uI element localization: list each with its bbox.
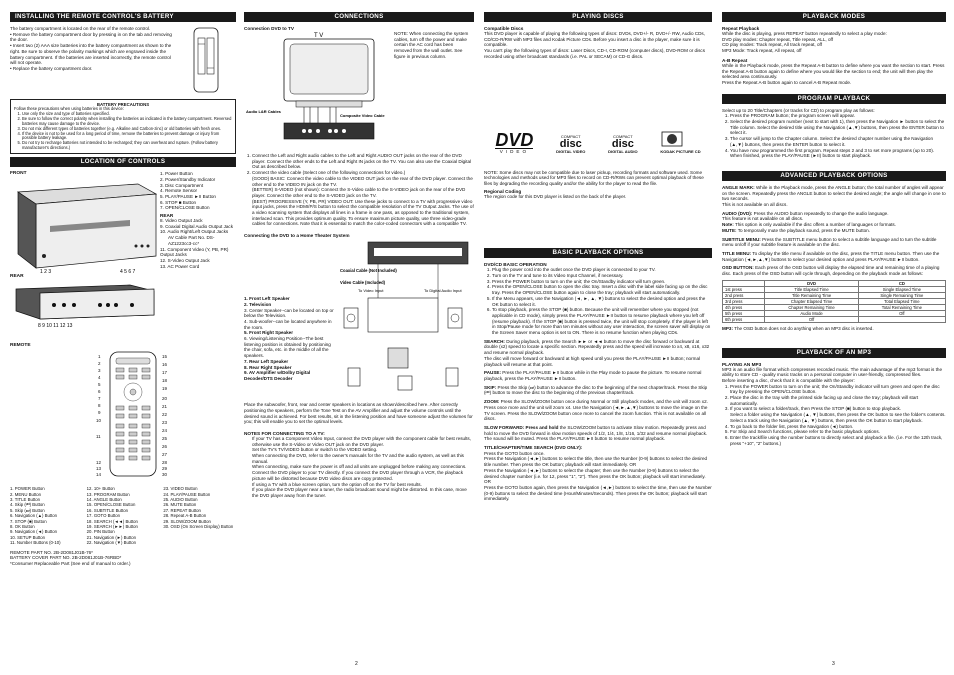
table-cell: 4th press — [723, 304, 765, 310]
battery-precautions — [10, 99, 236, 154]
disc-text: disc — [611, 137, 634, 150]
install-line: • Remove the battery compartment door by pressing in on the tab and removing the door. — [10, 31, 172, 43]
svg-text:1: 1 — [98, 354, 101, 360]
basic-para — [484, 370, 712, 381]
mp3-osd-note — [722, 326, 946, 332]
notes-title: NOTES FOR CONNECTING TO A TV: — [244, 430, 325, 436]
para-text: While in the Playback mode, press the ANGLE button; the total number of angles will appear on the screen. Repeatedly press the ANGLE button to select the desired angle; the angle will change in one to two seconds. — [722, 184, 946, 202]
dvd-rear-figure — [10, 279, 160, 329]
install-header: INSTALLING THE REMOTE CONTROL'S BATTERY — [10, 12, 236, 22]
rear-title: REAR — [160, 213, 174, 219]
connection-step: 2. Connect the video cable (Select one of the following connections for video.) — [252, 170, 474, 176]
program-step: 4. You have now programmed the first program. Repeat steps 2 and 3 to set more programs (up to 20). When finished, press the PLAY/PAUSE (►II) button to start playback. — [730, 148, 946, 159]
video-option-better: (BETTER) S-VIDEO (not shown): Connect the S-Video cable to the S-VIDEO jack on the rear of the DVD player. Connect the other end to the S-VIDEO jack on the TV. — [252, 187, 466, 198]
regional-text: The region code for this DVD player is listed on the back of the player. — [484, 193, 627, 199]
remote-item: 20. PIN Button — [86, 529, 115, 535]
adv-para — [722, 185, 946, 202]
para-text: Press the Skip (⏭) button to advance the disc to the beginning of the next chapter/track. Press the Skip (⏮) button to move the disc to the beginning of the previous chapter/track. — [484, 384, 708, 396]
para-text: Press the Navigation (◄,►) buttons to select the title, then use the Number (0-9) buttons to select the desired title number. Then press the OK button; playback will start immediately. OR — [484, 456, 708, 468]
para-text: The disc will move forward or backward at high speed until you press the PLAY/PAUSE ►II button; normal playback will resume at that point. — [484, 355, 701, 367]
table-cell: 2nd press — [723, 292, 765, 298]
column-3 — [484, 12, 712, 653]
svg-text:19: 19 — [162, 386, 168, 392]
para-text: To display the title menu if available on the disc, press the TITLE menu button. Then use the Navigation (◄,►,▲,▼) buttons to select your desired option and press PLAY/PAUSE ►II button. — [722, 250, 940, 262]
svg-text:10: 10 — [96, 418, 102, 424]
ab-title: A-B Repeat — [722, 57, 748, 63]
video-cable-label: Video Cable (Included) — [340, 280, 386, 286]
home-theater-title: Connecting the DVD to a Home Theater System — [244, 233, 350, 239]
front-rear-block — [10, 171, 236, 329]
front-item: 6. STOP ■ Button — [160, 199, 197, 205]
kodak-icon — [660, 131, 684, 149]
to-digital-label: To Digital Audio Input — [424, 288, 462, 294]
remote-item: 11. Number Buttons (0-10) — [10, 540, 61, 546]
disc-text: disc — [559, 137, 582, 150]
remote-item: 30. OSD (On Screen Display) Button — [163, 524, 234, 529]
video-logo-text: VIDEO — [495, 148, 533, 154]
remote-item: 22. Navigation (▼) Button — [86, 540, 137, 546]
repeat-line: MP3 Mode: Track repeat, All repeat, off — [722, 48, 802, 54]
ht-item: 4. Sub-woofer--can be located anywhere in the room. — [244, 318, 332, 330]
precaution-item: 1. Use only the size and type of batteries specified. — [22, 112, 232, 117]
program-header: PROGRAM PLAYBACK — [722, 94, 946, 104]
mp3-step: 1. Press the POWER button to turn on the unit; the On/Standby indicator will turn green and open the disc tray by pressing the OPEN/CLOSE button. — [730, 384, 946, 395]
column-2 — [244, 12, 474, 653]
rear-item: 11. Component Video (Y, PB, PR) Output Jacks — [160, 246, 229, 258]
svg-text:7: 7 — [98, 396, 101, 402]
remote-item: 10. SETUP Button — [10, 534, 46, 540]
playing-header: PLAYING DISCS — [484, 12, 712, 22]
ht-item: 6. Viewing/Listening Position--The best listening position is obtained by positioning the chair, sofa, etc. in the middle of all the speakers. — [244, 336, 331, 359]
table-cell: Chapter Elapsed Time — [765, 298, 858, 304]
svg-text:17: 17 — [162, 370, 168, 376]
front-item: 7. OPEN/CLOSE Button — [160, 205, 210, 211]
note-item: • When connecting, make sure the power is off and all units are unplugged before making any connections. — [252, 464, 474, 470]
tv-connection-figure — [244, 31, 394, 153]
disc-logos — [484, 94, 712, 154]
remote-figure — [10, 348, 236, 480]
para-text: Press the GOTO button once. — [484, 450, 545, 456]
para-text: Press the PLAY/PAUSE ►II button while in the Play mode to pause the picture. To resume normal playback, press the PLAY/PAUSE ►II button. — [484, 370, 702, 381]
osd-header-cell: CD — [858, 280, 945, 286]
front-callout-numbers-2: 4 5 6 7 — [120, 269, 136, 275]
mp3-step: 6. Enter the track/file using the number buttons to directly select and playback a file. (i.e. For the 12th track, press "+10", "2" buttons.) — [730, 435, 946, 446]
part-no: BATTERY COVER PART NO. 2B-2D081J01B-76RBD* — [10, 555, 122, 561]
coax-label: Coaxial Cable (Not Included) — [340, 268, 397, 274]
para-text: Each press of the OSD button will display the elapsed time and remaining time of a playing disc. Each press of the OSD button will cycle through, depending on the playback mode as follows: — [722, 265, 940, 277]
dvd-front-figure — [10, 176, 160, 274]
svg-text:6: 6 — [98, 389, 101, 395]
ht-item: 1. Front Left Speaker — [244, 296, 290, 302]
note-item: • Connect the DVD player to your TV directly. If you connect the DVD player through a VCR, the playback picture will be distorted because DVD video discs are copy protected. — [252, 470, 474, 481]
page-number-left: 2 — [355, 661, 358, 667]
precaution-item: 4. If the device is not to be used for a long period of time, remove the batteries to prevent damage or injury from possible battery leakage. — [22, 132, 232, 142]
remote-item: 5. Skip (⏭) Button — [10, 507, 45, 513]
table-cell: Chapter Remaining Time — [765, 304, 858, 310]
tv-steps-block — [244, 153, 474, 227]
basic-para — [484, 425, 712, 442]
table-cell: Title Elapsed Time — [765, 286, 858, 292]
compat-text-2: You can't play the following types of discs: Laser Discs, CD-I, CD-ROM (computer discs), DVD-ROM or discs recorded using other broadcast standards (i.e. PAL or SECAM) or CD-G discs. — [484, 48, 706, 59]
remote-item: 7. STOP (■) Button — [10, 518, 47, 524]
composite-cable-label: Composite Video Cable — [340, 113, 385, 118]
compat-title: Compatible Discs — [484, 26, 524, 31]
para-text: Press the Navigation (◄,►) buttons to select the chapter; then use the Number (0-9) buttons to select the desired chapter number (i.e. for 12, press "1", "2"). Then press the OK button; playback will start immediately. OR — [484, 467, 706, 485]
note-item: • If your TV has a Component Video Input, connect the DVD player with the component cable for best results, otherwise use the S-Video or Video OUT jack on the DVD player. — [252, 436, 474, 447]
table-cell: 5th press — [723, 310, 765, 316]
svg-text:3: 3 — [98, 368, 101, 374]
table-cell: Off — [765, 316, 858, 322]
table-cell: 3rd press — [723, 298, 765, 304]
basic-step: 1. Plug the power cord into the outlet once the DVD player is connected to your TV. — [492, 267, 712, 273]
connection-step: 1. Connect the Left and Right audio cables to the Left and Right AUDIO OUT jacks on the rear of the DVD player. Connect the other ends to the Left and Right IN jacks on the TV. You can also use the Coaxial Digital Out as described below. — [252, 153, 474, 170]
front-item: 4. Remote Sensor — [160, 188, 198, 194]
program-step: 3. The cursor will jump to the Chapter column. Select the desired chapter number using the Navigation (▲,▼) buttons, then press the ENTER button to select it. — [730, 136, 946, 147]
cd-audio-logo — [608, 134, 637, 154]
mp3-step: Select a track using the Navigation (▲, ▼) buttons, then press the OK button to start playback. — [730, 417, 923, 423]
install-block — [10, 26, 236, 96]
repeat-line: While the disc is playing, press REPEAT button repeatedly to select a play mode: — [722, 31, 887, 36]
para-key: ZOOM: — [484, 399, 500, 405]
table-cell: Off — [858, 310, 945, 316]
svg-text:8: 8 — [98, 403, 101, 409]
adv-para — [722, 265, 946, 276]
para-key: MUTE: — [722, 227, 737, 233]
para-text: Press the GOTO button again, then press the Navigation (◄,►) buttons to select the time, then use the Number (0-9) buttons to select the desired time (Hour/Minutes/Seconds). Then press the OK button; playback will start immediately. — [484, 484, 712, 502]
para-key: Note: — [722, 222, 734, 228]
table-cell: Title Remaining Time — [765, 292, 858, 298]
basic-para — [484, 399, 712, 422]
osd-table — [722, 280, 946, 323]
ab-text: While in the Playback mode, press the Repeat A-B button to define where you want the section to start. Press the Repeat A-B button again to define where you would like the section to end; the unit will then play the selected area continuously. — [722, 62, 945, 80]
note-item: • If you place the DVD player near a tuner, the radio broadcast sound might be distorted. In this case, move the DVD player away from the tuner. — [252, 487, 474, 498]
remote-legend — [10, 486, 236, 545]
remote-item: 1. POWER Button — [10, 486, 45, 492]
para-text: This option is only available if the disc offers a number of languages or formats. — [733, 222, 896, 228]
basic-para — [484, 385, 712, 396]
program-step: 1. Press the PROGRAM button; the program screen will appear. — [730, 113, 946, 119]
para-key: SEARCH: — [484, 338, 505, 344]
remote-item: 6. Navigation (▲) Button — [10, 513, 58, 519]
rear-item: 13. AC Power Cord — [160, 263, 200, 269]
mp3-title: PLAYING AN MP3 — [722, 361, 762, 367]
table-cell — [858, 316, 945, 322]
rear-label: REAR — [10, 274, 24, 280]
front-item: 1. Power Button — [160, 171, 193, 177]
para-text: Press the AUDIO button repeatedly to change the audio language. — [752, 210, 889, 216]
repeat-line: CD play modes: Track repeat, All track repeat, off — [722, 42, 823, 48]
remote-item: 4. Skip (⏮) Button — [10, 502, 45, 508]
mp3-step: 5. For Skip and Search functions, please refer to the basic playback options. — [730, 429, 946, 435]
basic-step: 6. To stop playback, press the STOP (■) button. Because the unit will remember where you stopped (not applicable in CD mode), simply press the PLAY/PAUSE ►II button to resume playback where you left off (resume playback). If the STOP (■) button is pressed twice, the unit will stop completely. If the player is left in Stop/Pause mode for more than ten minutes without any user interaction, the screen saver will display on the Screen Saver menu option is set to ON. There is no resume function when playing CDs. — [492, 307, 712, 336]
table-cell: Total Elapsed Time — [858, 298, 945, 304]
para-text: The OSD button does not do anything when an MP3 disc is inserted. — [732, 325, 874, 331]
note-item: • Set the TV's TV/VIDEO button or switch to the VIDEO setting. — [252, 447, 474, 453]
precaution-item: 3. Do not mix different types of batteries together (e.g. Alkaline and Carbon-zinc) or old batteries with fresh ones. — [22, 127, 232, 132]
program-intro: Select up to 20 Title/Chapters (or tracks for CD) to program play as follows: — [722, 107, 875, 113]
table-cell: Audio Mode — [765, 310, 858, 316]
para-key: TITLE MENU: — [722, 250, 752, 256]
svg-text:30: 30 — [162, 472, 168, 478]
adv-para — [722, 251, 946, 262]
para-text: This is not available on all discs. — [722, 202, 788, 208]
remote-item: 16. SUBTITLE Button — [86, 507, 128, 513]
remote-item: 8. OK Button — [10, 524, 35, 529]
precautions-title: BATTERY PRECAUTIONS — [96, 102, 150, 107]
ht-item: 3. Center Speaker--can be located on top or below the Television. — [244, 307, 334, 319]
precaution-item: 5. Do not try to recharge batteries not intended to be recharged; they can overheat and rupture. (Follow battery manufacturer's directions.) — [22, 141, 232, 151]
digital-video-text: DIGITAL VIDEO — [556, 148, 586, 154]
para-text: To temporarily mute the playback sound, press the MUTE button. — [736, 227, 871, 233]
rear-callout-numbers: 8 9 10 11 12 13 — [38, 323, 73, 330]
placement-text: Place the subwoofer, front, rear and center speakers in locations as shown/described here. After correctly positioning the speakers, perform the Tone Test on the AV Amplifier and adjust the volume controls until the desired sound is achieved. For best results, sit in the listening position and have someone adjust the volumes for you; this will enable you to set the optimal levels. — [244, 402, 473, 425]
remote-item: 23. VIDEO Button — [163, 486, 198, 492]
precautions-intro: Follow these precautions when using batteries in this device: — [14, 106, 124, 111]
table-row — [723, 316, 946, 322]
remote-item: 27. REPEAT Button — [163, 507, 201, 513]
svg-text:16: 16 — [162, 362, 168, 368]
rear-item: 12. S-Video Output Jack — [160, 258, 210, 263]
compat-text: This DVD player is capable of playing the following types of discs: DVDs, DVD+/- R, DVD+/- RW, Audio CDs, CD/CD-R/RW with MP3 files and Kodak Picture CDs. Before you insert a disc in the player, make sure it is compatible. — [484, 31, 706, 48]
table-cell: 1st press — [723, 286, 765, 292]
ht-item: 2. Television — [244, 301, 272, 307]
mp3-header: PLAYBACK OF AN MP3 — [722, 348, 946, 358]
cd-video-logo — [556, 134, 585, 154]
svg-text:27: 27 — [162, 452, 168, 458]
page-number-right: 3 — [832, 661, 835, 667]
svg-text:15: 15 — [162, 354, 168, 360]
kodak-logo — [660, 131, 700, 154]
dvd-video-logo — [495, 129, 534, 154]
svg-text:29: 29 — [162, 466, 168, 472]
column-1 — [10, 12, 236, 653]
para-key: SUBTITLE MENU: — [722, 236, 761, 242]
repeat-line: DVD play modes: Chapter repeat, Title repeat, ALL, off — [722, 36, 833, 42]
part-no: REMOTE PART NO. 2B-2D081J01B-76* — [10, 549, 93, 555]
rear-item: 9. Coaxial Digital Audio Output Jack — [160, 223, 234, 229]
remote-item: 17. GOTO Button — [86, 513, 121, 519]
svg-text:24: 24 — [162, 428, 168, 434]
remote-item: 24. PLAY/PAUSE Button — [163, 491, 211, 497]
rear-item: AV Cable Part No. DS-AZ1223cc3-cc* — [168, 235, 215, 246]
remote-item: 28. Repeat A-B Button — [163, 513, 207, 519]
table-cell: 6th press — [723, 316, 765, 322]
table-cell: Total Remaining Time — [858, 304, 945, 310]
para-key: MP3: — [722, 325, 733, 331]
regional-title: Regional Coding — [484, 188, 522, 194]
digital-audio-text: DIGITAL AUDIO — [608, 148, 638, 154]
table-cell: Single Elapsed Time — [858, 286, 945, 292]
basic-step: 3. Press the POWER button to turn on the unit; the On/Standby indicator will turn green. — [492, 279, 712, 285]
home-theater-block — [244, 238, 474, 398]
mp3-step: 3. If you want to select a folder/track, then Press the STOP (■) button to stop playback. — [730, 406, 946, 412]
svg-text:11: 11 — [96, 434, 101, 440]
front-item: 2. Power/Standby Indicator — [160, 176, 216, 182]
dvd-logo-text: DVD — [495, 129, 534, 150]
repeat-title: Repeat Playback — [722, 26, 760, 31]
install-line: • Insert two (2) AAA size batteries into the battery compartment as shown to the right. Be sure to observe the polarity markings which are engraved inside the battery compartment. If the batteries are inserted incorrectly, the remote control will not operate. — [10, 43, 172, 66]
note-item: • When connecting the DVD, refer to the owner's manuals for the TV and the audio system, as well as this manual. — [252, 453, 474, 464]
para-key: ANGLE MARK: — [722, 184, 755, 190]
ht-item: 5. Front Right Speaker — [244, 330, 294, 336]
ab-text-2: Press the Repeat A-B button again to cancel A-B Repeat mode. — [722, 79, 852, 85]
remote-item: 9. Navigation (◄) Button — [10, 529, 58, 535]
adv-para — [722, 237, 946, 248]
svg-text:5: 5 — [98, 382, 101, 388]
location-header: LOCATION OF CONTROLS — [10, 157, 236, 167]
remote-item: 18. SEARCH (◄◄) Button — [86, 518, 138, 524]
part-no: *Consumer Replaceable Part (See end of manual to order.) — [10, 561, 131, 567]
svg-text:23: 23 — [162, 420, 168, 426]
mp3-step: Select a folder using the Navigation (▲, ▼) buttons, then press the OK button to see the folder's contents. — [730, 412, 946, 418]
basic-op-title: DVD/CD BASIC OPERATION — [484, 262, 547, 268]
install-line: The battery compartment is located on the rear of the remote control. — [10, 26, 151, 31]
remote-item: 14. ANGLE Button — [86, 496, 122, 502]
table-cell: Single Remaining Time — [858, 292, 945, 298]
svg-text:21: 21 — [162, 404, 168, 410]
remote-label: REMOTE — [10, 343, 31, 349]
front-callout-numbers: 1 2 3 — [40, 269, 52, 275]
modes-header: PLAYBACK MODES — [722, 12, 946, 22]
remote-item: 19. SEARCH (►►) Button — [86, 524, 138, 529]
install-line: • Replace the battery compartment door. — [10, 65, 93, 71]
mp3-intro: MP3 is an audio file format which compresses recorded music. The main advantage of the mp3 format is the ability to store CD - quality music tracks on a personal computer in user-friendly, compressed files. — [722, 366, 943, 378]
para-key: SKIP: — [484, 384, 497, 390]
home-theater-figure — [338, 238, 474, 398]
svg-text:9: 9 — [98, 410, 101, 416]
remote-item: 12. 10+ Button — [86, 486, 115, 492]
remote-item: 21. Navigation (►) Button — [86, 534, 137, 540]
svg-text:18: 18 — [162, 378, 168, 384]
tv-label: T V — [314, 33, 324, 39]
basic-step: 5. If the Menu appears, use the Navigation (◄, ►, ▲, ▼) buttons to select the desired option and press the OK button to select it. — [492, 296, 712, 307]
remote-battery-figure — [176, 26, 236, 96]
remote-item: 2. MENU Button — [10, 491, 42, 497]
svg-text:2: 2 — [98, 361, 101, 367]
remote-item: 13. PROGRAM Button — [86, 491, 130, 497]
para-key: TITLE/CHAPTER/TIME SEARCH (DVD ONLY): — [484, 445, 583, 451]
remote-item: 26. MUTE Button — [163, 502, 197, 508]
compact-text: COMPACT — [613, 133, 633, 139]
front-item: 5. PLAY/PAUSE ►II Button — [160, 193, 216, 199]
svg-text:25: 25 — [162, 436, 168, 442]
remote-item: 3. TITLE Button — [10, 496, 41, 502]
basic-para — [484, 356, 712, 367]
ht-item: 9. AV Amplifier w/Dolby Digital Decoder/DTS Decoder — [244, 370, 311, 381]
svg-text:20: 20 — [162, 396, 168, 402]
kodak-text: KODAK PICTURE CD — [660, 148, 701, 154]
svg-text:26: 26 — [162, 444, 168, 450]
remote-item: 25. AUDIO Button — [163, 496, 198, 502]
program-step: 2. Select the desired program number (next to start with 1), then press the Navigation ► button to select the Title column. Select the desired title using the Navigation (▲,▼) buttons, then press the ENTER button to select it. — [730, 119, 946, 136]
tv-connection-block — [244, 31, 474, 153]
compact-text: COMPACT — [560, 133, 581, 139]
video-option-best: (BEST) PROGRESSIVE (Y, PB, PR) VIDEO OUT: Use these jacks to connect to a TV with progressive video input jacks, press the HDMI/P/S button to select the compatible resolution of the TV Output Jacks. The use of a video scanning system that displays all lines in a frame in one pass, as opposed to the traditional system, interlaced scan. This provides optimum quality. To ensure maximum picture quality, use three video-grade cables for connections. Note that it is essential to match the color-coded connectors with a compatible TV. — [252, 198, 474, 227]
ht-item: 7. Rear Left Speaker — [244, 358, 289, 364]
remote-item: 29. SLOW/ZOOM Button — [163, 518, 211, 524]
basic-header: BASIC PLAYBACK OPTIONS — [484, 248, 712, 258]
para-key: SLOW FORWARD: Press and hold — [484, 424, 559, 430]
para-key: AUDIO (DVD): — [722, 210, 753, 216]
ht-item: 8. Rear Right Speaker — [244, 364, 292, 370]
basic-para — [484, 468, 712, 485]
osd-header-cell: DVD — [765, 280, 858, 286]
column-4 — [722, 12, 946, 653]
para-key: PAUSE: — [484, 370, 502, 376]
svg-text:14: 14 — [96, 472, 102, 478]
mp3-step: 2. Place the disc in the tray with the printed side facing up and close the tray; playback will start automatically. — [730, 395, 946, 406]
para-text: Press the SLOW/ZOOM button once during Normal or Still playback modes, and the unit will zoom x2. Press once more and the unit will zoom x4. Use the Navigation (◄,►,▲,▼) buttons to move the image on the TV screen. Press the SLOW/ZOOM button once more to cancel the zoom function. This is not available on all discs. — [484, 399, 708, 422]
rear-item: 8. Video Output Jack — [160, 218, 203, 224]
dvd-tv-title: Connection DVD to TV — [244, 26, 294, 31]
advanced-header: ADVANCED PLAYBACK OPTIONS — [722, 171, 946, 181]
svg-text:22: 22 — [162, 412, 168, 418]
front-label: FRONT — [10, 171, 27, 177]
front-item: 3. Disc Compartment — [160, 182, 204, 188]
rear-item: 10. Audio Right/Left Output Jacks — [160, 229, 229, 235]
para-text: During playback, press the Search ►► or ◄◄ button to move the disc forward or backward at double (x2) speed to locate a specific section. Repeatedly press and the speed will increase to x4, x8, x16, x32 and resume normal playback. — [484, 338, 710, 356]
audio-cable-label: Audio L&R Cables — [246, 109, 281, 114]
para-text: Press the SUBTITLE menu button to select a subtitle language and to turn the subtitle menu on/off if your subtitle feature is available on the disc. — [722, 236, 937, 248]
svg-text:28: 28 — [162, 460, 168, 466]
svg-text:12: 12 — [96, 460, 102, 466]
para-key: OSD BUTTON: — [722, 265, 754, 271]
video-option-good: (GOOD) BASIC: Connect the video cable to the VIDEO OUT jack on the rear of the DVD player. Connect the other end to the VIDEO IN jack on the TV. — [252, 175, 473, 187]
mp3-step: 4. To go back to the folder list, press the Navigation (◄) button. — [730, 424, 946, 430]
para-text: the SLOW/ZOOM button to activate Slow motion. Repeatedly press and hold to move the DVD forward in slow motion speeds of 1/2, 1/4, 1/8, 1/16, 1/32 and resume normal playback. The sound will be muted. Press the PLAY/PAUSE ►II button to resume normal playback. — [484, 424, 708, 442]
svg-text:13: 13 — [96, 466, 102, 472]
precaution-item: 2. Be sure to follow the correct polarity when installing the batteries as indicated in the battery compartment. Reversed batteries may cause damage to the device. — [22, 117, 232, 127]
basic-step: 4. Press the OPEN/CLOSE button to open the disc tray. Insert a disc with the label side facing up on the disc tray. Press the OPEN/CLOSE button again to close the tray; playback will start automatically. — [492, 284, 712, 295]
connection-note: NOTE: When connecting the system cables, turn off the power and make certain the AC cord has been removed from the wall outlet. See figure in previous column. — [394, 31, 469, 59]
para-text: This feature is not available on all discs. — [722, 216, 804, 222]
note-item: • If using a TV with a blue screen option, turn the option off on the TV for best results. — [252, 482, 474, 488]
mp3-intro-2: Before inserting a disc, check that it is compatible with the player: — [722, 377, 855, 383]
playing-note: NOTE: Some discs may not be compatible due to laser pickup, recording formats and software used. Some technologies and methods used for MP3 files to record on CD-R/RWs can prevent optimal playback of these files by degrading the recording quality and/or the ability for the player to read the file. — [484, 169, 704, 186]
basic-para — [484, 456, 712, 467]
basic-para — [484, 485, 712, 502]
remote-item: 15. OPEN/CLOSE Button — [86, 502, 136, 508]
to-video-label: To Video Input — [358, 288, 384, 294]
basic-step: 2. Turn on the TV and tune to its Video Input Channel, if necessary. — [492, 273, 712, 279]
connections-header: CONNECTIONS — [244, 12, 474, 22]
svg-text:4: 4 — [98, 375, 101, 381]
basic-para — [484, 339, 712, 356]
